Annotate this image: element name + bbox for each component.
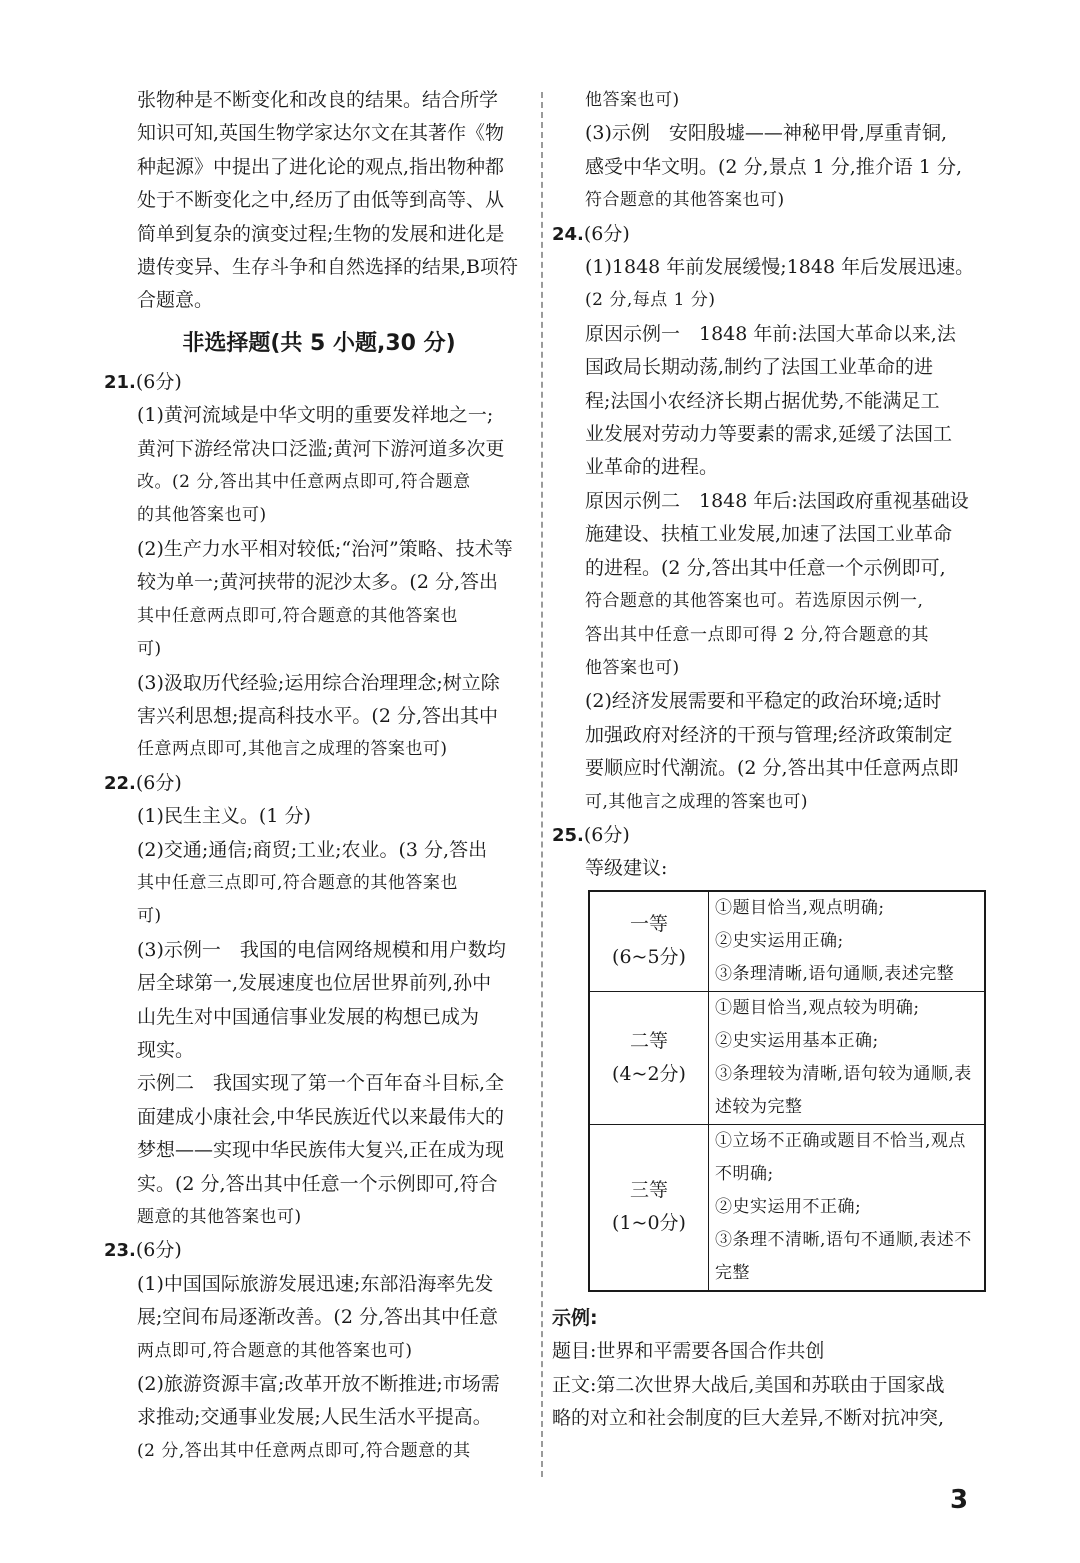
text-line: 业发展对劳动力等要素的需求,延缓了法国工 (585, 423, 953, 446)
grade-name: 三等 (629, 1179, 668, 1202)
question-header (104, 1234, 534, 1267)
text-line: (3)示例一 我国的电信网络规模和用户数均 (137, 938, 506, 961)
text-line: (2)经济发展需要和平稳定的政治环境;适时 (585, 690, 942, 713)
text-line: (1)黄河流域是中华文明的重要发祥地之一; (137, 404, 494, 427)
text-line: 感受中华文明。(2 分,景点 1 分,推介语 1 分, (585, 155, 962, 178)
question-21 (104, 366, 534, 767)
question-24 (552, 218, 988, 819)
grade-range: (1~0分) (612, 1212, 686, 1235)
text-line: 任意两点即可,其他言之成理的答案也可) (137, 739, 448, 760)
grade-row (589, 891, 985, 992)
question-25 (552, 819, 988, 1435)
intro-paragraph (104, 84, 534, 318)
grade-level-cell (589, 1124, 709, 1291)
text-line: (3)示例 安阳殷墟——神秘甲骨,厚重青铜, (585, 122, 947, 145)
text-line: 加强政府对经济的干预与管理;经济政策制定 (585, 723, 953, 746)
text-line: 的进程。(2 分,答出其中任意一个示例即可, (585, 556, 946, 579)
text-line: 原因示例一 1848 年前:法国大革命以来,法 (585, 322, 956, 345)
question-score: (6分) (135, 771, 182, 794)
text-line: 遗传变异、生存斗争和自然选择的结果,B项符 (137, 256, 519, 279)
grade-name: 一等 (629, 913, 668, 936)
example-text (552, 1335, 988, 1435)
question-23-continued (552, 84, 988, 218)
text-line: 国政局长期动荡,制约了法国工业革命的进 (585, 356, 934, 379)
question-number: 21. (104, 371, 136, 393)
question-score: (6分) (135, 370, 182, 393)
criterion: ③条理清晰,语句通顺,表述完整 (715, 963, 955, 984)
text-line: 题目:世界和平需要各国合作共创 (552, 1340, 825, 1363)
criterion: ③条理较为清晰,语句较为通顺,表述较为完整 (715, 1063, 972, 1117)
grade-range: (6~5分) (612, 946, 686, 969)
grade-row (589, 991, 985, 1124)
question-score: (6分) (583, 823, 630, 846)
text-line: 正文:第二次世界大战后,美国和苏联由于国家战 (552, 1373, 945, 1396)
text-line: 简单到复杂的演变过程;生物的发展和进化是 (137, 222, 505, 245)
text-line: 害兴利思想;提高科技水平。(2 分,答出其中 (137, 704, 498, 727)
text-line: 梦想——实现中华民族伟大复兴,正在成为现 (137, 1139, 505, 1162)
left-column (104, 84, 534, 1468)
question-score: (6分) (583, 222, 630, 245)
text-line: (1)1848 年前发展缓慢;1848 年后发展迅速。 (585, 256, 975, 279)
text-line: 种起源》中提出了进化论的观点,指出物种都 (137, 155, 505, 178)
question-number: 24. (552, 223, 584, 245)
criterion: ①立场不正确或题目不恰当,观点不明确; (715, 1130, 966, 1184)
text-line: 居全球第一,发展速度也位居世界前列,孙中 (137, 972, 492, 995)
grade-criteria-cell (709, 1124, 986, 1291)
text-line: 知识可知,英国生物学家达尔文在其著作《物 (137, 122, 505, 145)
question-score: (6分) (135, 1239, 182, 1262)
grade-row (589, 1124, 985, 1291)
text-line: 符合题意的其他答案也可。若选原因示例一, (585, 591, 924, 612)
grade-label: 等级建议: (585, 857, 668, 880)
text-line: 的其他答案也可) (137, 505, 267, 526)
text-line: 实。(2 分,答出其中任意一个示例即可,符合 (137, 1172, 498, 1195)
text-line: 面建成小康社会,中华民族近代以来最伟大的 (137, 1105, 505, 1128)
text-line: 合题意。 (137, 289, 214, 312)
text-line: (2)旅游资源丰富;改革开放不断推进;市场需 (137, 1373, 500, 1396)
text-line: 较为单一;黄河挟带的泥沙太多。(2 分,答出 (137, 571, 498, 594)
grade-table (588, 890, 986, 1292)
text-line: 符合题意的其他答案也可) (585, 190, 785, 211)
criterion: ③条理不清晰,语句不通顺,表述不完整 (715, 1229, 972, 1283)
text-line: (2)生产力水平相对较低;“治河”策略、技术等 (137, 537, 513, 560)
text-line: 现实。 (137, 1038, 195, 1061)
example-label: 示例: (552, 1306, 598, 1329)
text-line: 业革命的进程。 (585, 456, 719, 479)
grade-level-cell (589, 891, 709, 992)
text-line: 其中任意三点即可,符合题意的其他答案也 (137, 872, 458, 893)
text-line: 要顺应时代潮流。(2 分,答出其中任意两点即 (585, 757, 959, 780)
question-23 (104, 1234, 534, 1468)
text-line: 改。(2 分,答出其中任意两点即可,符合题意 (137, 472, 471, 493)
criterion: ②史实运用不正确; (715, 1196, 862, 1217)
text-line: 处于不断变化之中,经历了由低等到高等、从 (137, 189, 505, 212)
criterion: ①题目恰当,观点明确; (715, 897, 885, 918)
grade-criteria-cell (709, 991, 986, 1124)
text-line: (2 分,每点 1 分) (585, 290, 716, 311)
text-line: (3)汲取历代经验;运用综合治理理念;树立除 (137, 671, 500, 694)
criterion: ②史实运用正确; (715, 930, 844, 951)
criterion: ②史实运用基本正确; (715, 1030, 879, 1051)
text-line: 黄河下游经常决口泛滥;黄河下游河道多次更 (137, 437, 505, 460)
grade-name: 二等 (629, 1029, 668, 1052)
text-line: 原因示例二 1848 年后:法国政府重视基础设 (585, 489, 969, 512)
page-number: 3 (950, 1485, 969, 1515)
question-header (104, 366, 534, 399)
text-line: 山先生对中国通信事业发展的构想已成为 (137, 1005, 480, 1028)
text-line: (1)民生主义。(1 分) (137, 805, 311, 828)
grade-level-cell (589, 991, 709, 1124)
question-22 (104, 767, 534, 1235)
text-line: 施建设、扶植工业发展,加速了法国工业革命 (585, 523, 953, 546)
text-line: 张物种是不断变化和改良的结果。结合所学 (137, 89, 499, 111)
text-line: 可,其他言之成理的答案也可) (585, 791, 809, 812)
text-line: 示例二 我国实现了第一个百年奋斗目标,全 (137, 1072, 505, 1095)
right-column (552, 84, 988, 1435)
text-line: 略的对立和社会制度的巨大差异,不断对抗冲突, (552, 1406, 945, 1429)
criterion: ①题目恰当,观点较为明确; (715, 997, 920, 1018)
text-line: 程;法国小农经济长期占据优势,不能满足工 (585, 389, 940, 412)
text-line: 可) (137, 906, 162, 927)
text-line: 他答案也可) (585, 90, 680, 110)
question-number: 22. (104, 772, 136, 794)
text-line: 题意的其他答案也可) (137, 1207, 302, 1227)
text-line: (2)交通;通信;商贸;工业;农业。(3 分,答出 (137, 838, 488, 861)
section-title: 非选择题(共 5 小题,30 分) (182, 330, 456, 356)
column-divider (541, 92, 543, 1477)
text-line: (1)中国国际旅游发展迅速;东部沿海率先发 (137, 1272, 494, 1295)
question-header (104, 767, 534, 800)
text-line: 展;空间布局逐渐改善。(2 分,答出其中任意 (137, 1306, 498, 1329)
text-line: (2 分,答出其中任意两点即可,符合题意的其 (137, 1440, 471, 1461)
question-header (552, 218, 988, 251)
text-line: 两点即可,符合题意的其他答案也可) (137, 1340, 413, 1361)
question-number: 25. (552, 824, 584, 846)
grade-range: (4~2分) (612, 1062, 686, 1085)
text-line: 他答案也可) (585, 657, 680, 678)
question-number: 23. (104, 1240, 136, 1262)
text-line: 可) (137, 639, 162, 660)
grade-criteria-cell (709, 891, 986, 992)
text-line: 求推动;交通事业发展;人民生活水平提高。 (137, 1406, 492, 1429)
question-header (552, 819, 988, 852)
text-line: 答出其中任意一点即可得 2 分,符合题意的其 (585, 624, 930, 645)
text-line: 其中任意两点即可,符合题意的其他答案也 (137, 605, 458, 626)
